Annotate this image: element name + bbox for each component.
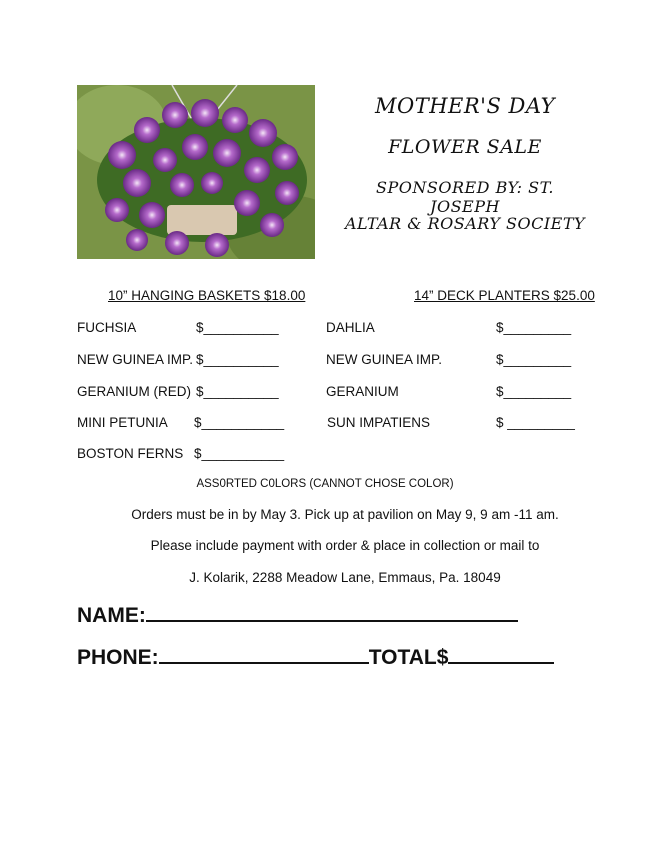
item-name: BOSTON FERNS bbox=[77, 446, 184, 461]
title-society: ALTAR & ROSARY SOCIETY bbox=[344, 214, 586, 233]
name-label: NAME: bbox=[77, 604, 146, 627]
title-mothers-day: MOTHER'S DAY bbox=[374, 94, 556, 118]
price-blank[interactable]: $_________ bbox=[496, 352, 572, 367]
item-name: GERANIUM (RED) bbox=[77, 384, 191, 399]
price-blank[interactable]: $ _________ bbox=[496, 415, 575, 430]
petunia-basket-icon bbox=[77, 85, 315, 259]
phone-total-field bbox=[77, 642, 554, 670]
hanging-baskets-header: 10” HANGING BASKETS $18.00 bbox=[108, 288, 306, 303]
price-blank[interactable]: $___________ bbox=[194, 415, 285, 430]
title-flower-sale: FLOWER SALE bbox=[388, 136, 542, 158]
name-input-line[interactable] bbox=[146, 600, 518, 622]
assorted-colors-note: ASS0RTED C0LORS (CANNOT CHOSE COLOR) bbox=[196, 478, 454, 490]
item-name: DAHLIA bbox=[326, 320, 375, 335]
phone-input-line[interactable] bbox=[159, 642, 369, 664]
payment-instructions-text: Please include payment with order & place in collection or mail to bbox=[150, 538, 540, 553]
mailing-address-text: J. Kolarik, 2288 Meadow Lane, Emmaus, Pa. 18049 bbox=[189, 570, 501, 585]
name-field bbox=[77, 600, 518, 628]
price-blank[interactable]: $__________ bbox=[196, 320, 279, 335]
price-blank[interactable]: $__________ bbox=[196, 384, 279, 399]
deck-planters-header: 14” DECK PLANTERS $25.00 bbox=[414, 288, 595, 303]
total-label: TOTAL$ bbox=[368, 646, 449, 669]
hanging-basket-photo bbox=[77, 85, 315, 259]
total-input-line[interactable] bbox=[448, 642, 554, 664]
order-deadline-text: Orders must be in by May 3. Pick up at pavilion on May 9, 9 am -11 am. bbox=[131, 507, 559, 522]
item-name: FUCHSIA bbox=[77, 320, 137, 335]
price-blank[interactable]: $__________ bbox=[196, 352, 279, 367]
item-name: SUN IMPATIENS bbox=[327, 415, 431, 430]
item-name: GERANIUM bbox=[326, 384, 399, 399]
item-name: MINI PETUNIA bbox=[77, 415, 168, 430]
item-name: NEW GUINEA IMP. bbox=[326, 352, 443, 367]
price-blank[interactable]: $___________ bbox=[194, 446, 285, 461]
title-sponsor: SPONSORED BY: ST. JOSEPH bbox=[376, 178, 554, 216]
item-name: NEW GUINEA IMP. bbox=[77, 352, 194, 367]
phone-label: PHONE: bbox=[77, 646, 159, 669]
price-blank[interactable]: $_________ bbox=[496, 320, 572, 335]
price-blank[interactable]: $_________ bbox=[496, 384, 572, 399]
